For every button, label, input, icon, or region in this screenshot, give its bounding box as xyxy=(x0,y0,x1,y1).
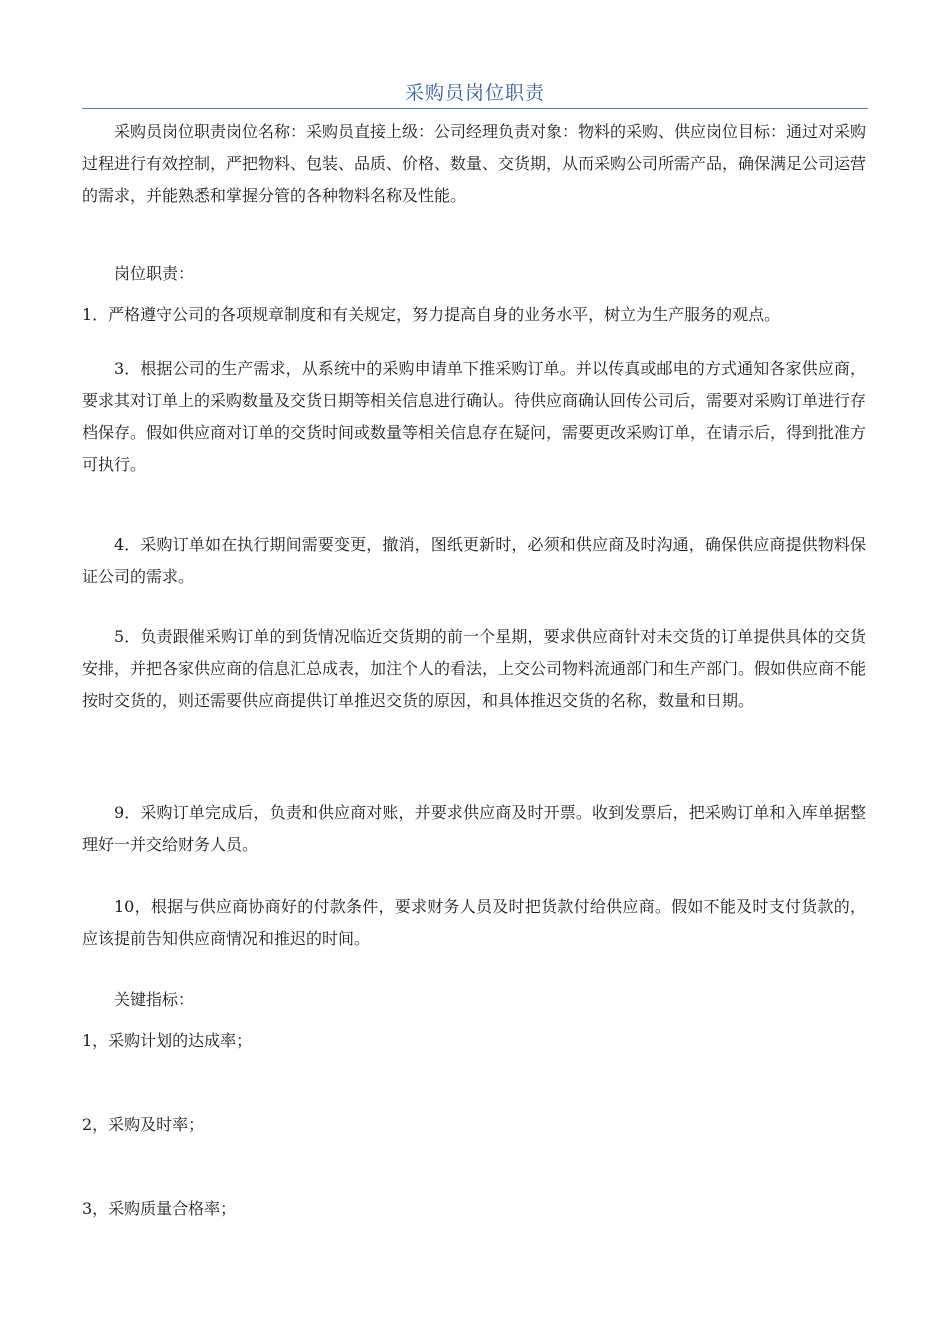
kpi-item-3: 3，采购质量合格率； xyxy=(82,1199,237,1218)
duties-heading: 岗位职责： xyxy=(114,264,195,283)
duty-item-9-block xyxy=(82,797,866,861)
kpi-item-3-block xyxy=(82,1193,866,1225)
duty-item-5: 5．负责跟催采购订单的到货情况临近交货期的前一个星期，要求供应商针对未交货的订单提供具体的交货安排，并把各家供应商的信息汇总成表，加注个人的看法，上交公司物料流通部门和生产部门。假如供应商不能按时交货的，则还需要供应商提供订单推迟交货的原因，和具体推迟交货的名称，数量和日期。 xyxy=(82,627,867,710)
kpi-heading: 关键指标： xyxy=(114,990,195,1009)
duty-item-10: 10，根据与供应商协商好的付款条件，要求财务人员及时把货款付给供应商。假如不能及时支付货款的，应该提前告知供应商情况和推迟的时间。 xyxy=(82,897,866,948)
kpi-item-2: 2，采购及时率； xyxy=(82,1115,205,1134)
intro-paragraph xyxy=(82,116,866,212)
duty-item-4: 4．采购订单如在执行期间需要变更，撤消，图纸更新时，必须和供应商及时沟通，确保供应商提供物料保证公司的需求。 xyxy=(82,535,866,586)
duty-item-1-block xyxy=(82,299,866,331)
document-title: 采购员岗位职责 xyxy=(404,82,545,104)
duties-heading-block xyxy=(82,258,866,290)
duty-item-5-block xyxy=(82,621,866,717)
kpi-item-1-block xyxy=(82,1025,866,1057)
duty-item-9: 9．采购订单完成后，负责和供应商对账，并要求供应商及时开票。收到发票后，把采购订单和入库单据整理好一并交给财务人员。 xyxy=(82,803,866,854)
duty-item-10-block xyxy=(82,891,866,955)
title-underline xyxy=(82,108,868,109)
duty-item-4-block xyxy=(82,529,866,593)
kpi-item-2-block xyxy=(82,1109,866,1141)
duty-item-3: 3．根据公司的生产需求，从系统中的采购申请单下推采购订单。并以传真或邮电的方式通知各家供应商，要求其对订单上的采购数量及交货日期等相关信息进行确认。待供应商确认回传公司后，需要对采购订单进行存档保存。假如供应商对订单的交货时间或数量等相关信息存在疑问，需要更改采购订单，在请示后，得到批准方可执行。 xyxy=(82,359,867,474)
intro-text: 采购员岗位职责岗位名称：采购员直接上级：公司经理负责对象：物料的采购、供应岗位目标：通过对采购过程进行有效控制，严把物料、包装、品质、价格、数量、交货期，从而采购公司所需产品，确保满足公司运营的需求，并能熟悉和掌握分管的各种物料名称及性能。 xyxy=(82,122,867,205)
kpi-item-1: 1，采购计划的达成率； xyxy=(82,1031,253,1050)
duty-item-3-block xyxy=(82,353,866,481)
duty-item-1: 1．严格遵守公司的各项规章制度和有关规定，努力提高自身的业务水平，树立为生产服务的观点。 xyxy=(82,305,781,324)
kpi-heading-block xyxy=(82,984,866,1016)
